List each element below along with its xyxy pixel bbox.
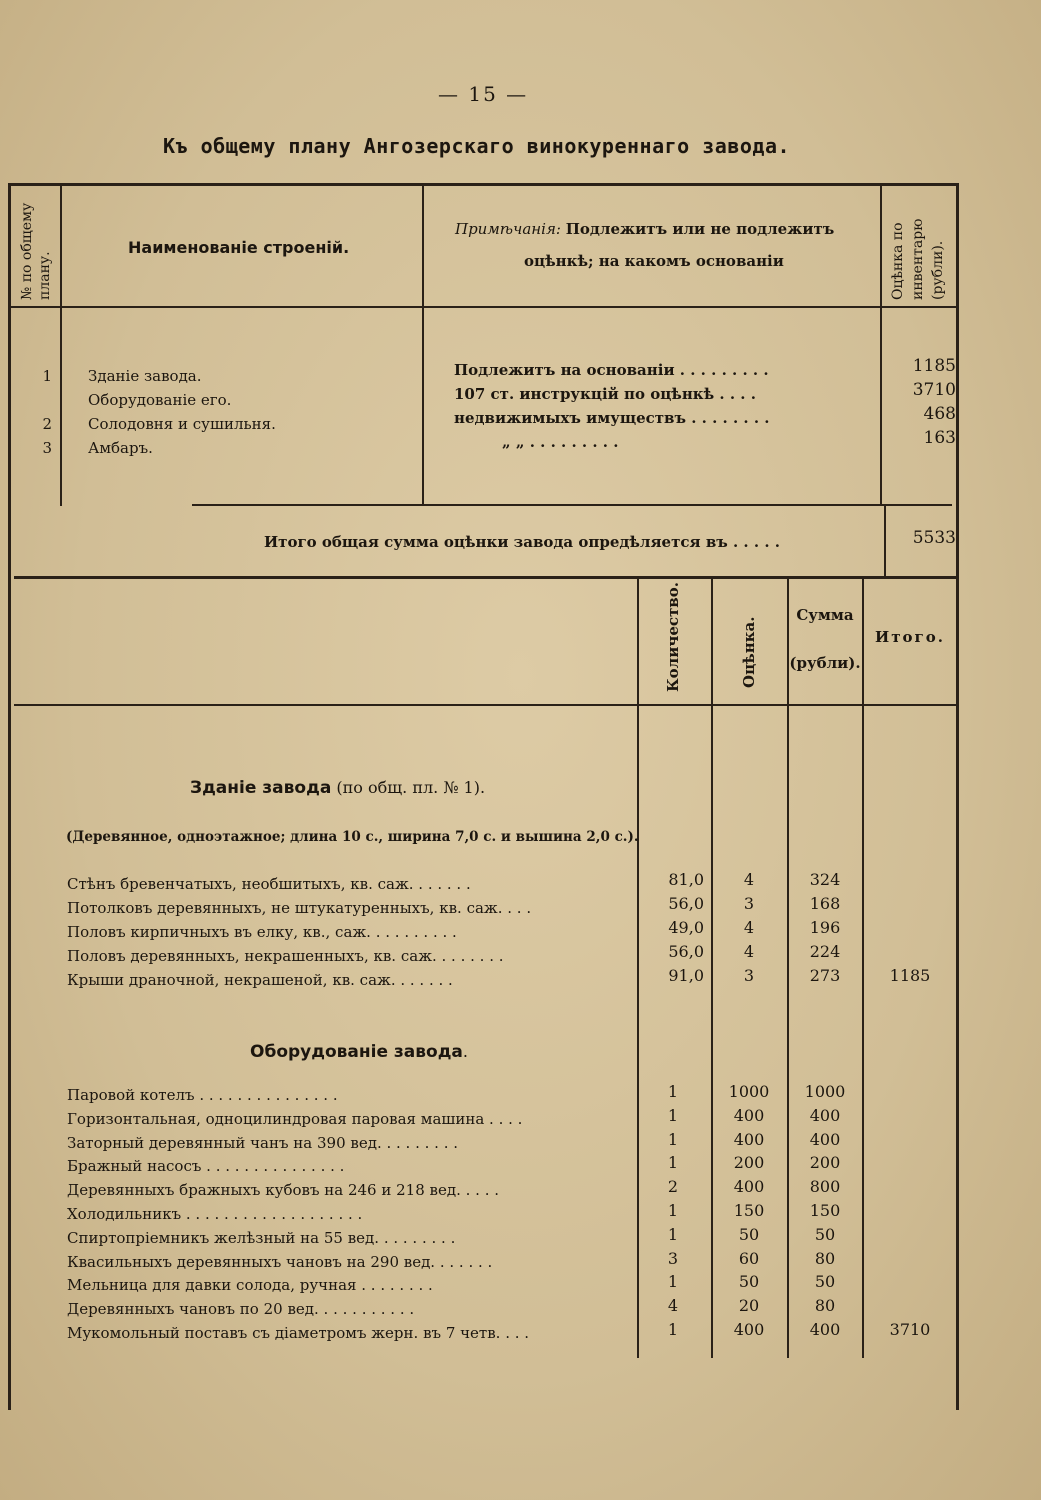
item-rate: 50	[738, 1224, 760, 1244]
item-qty: 2	[667, 1177, 679, 1197]
equipment-items-rate	[712, 1080, 786, 1342]
total-label: Итого общая сумма оцѣнки завода опредѣляется въ . . . . .	[264, 533, 780, 551]
header-inventory-value: Оцѣнка по инвентарю (рубли).	[890, 218, 946, 300]
item-name: Горизонтальная, одноцилиндровая паровая машина . . . .	[67, 1109, 523, 1128]
item-sum: 80	[814, 1248, 836, 1268]
item-sum: 50	[814, 1224, 836, 1244]
item-name: Деревянныхъ бражныхъ кубовъ на 246 и 218 вед. . . . .	[67, 1181, 500, 1200]
page-number: — 15 —	[438, 82, 529, 106]
item-rate: 1000	[728, 1082, 770, 1101]
item-sum: 324	[809, 870, 841, 889]
equipment-items-total	[864, 1080, 956, 1342]
plan-number: 1	[42, 367, 52, 385]
header-building-name: Наименованіе строеній.	[128, 238, 350, 257]
item-total	[864, 1223, 956, 1247]
header-rate: Оцѣнка.	[740, 616, 758, 688]
item-rate: 4	[743, 870, 755, 889]
item-name: Холодильникъ . . . . . . . . . . . . . . . . . . .	[67, 1204, 363, 1223]
item-sum: 80	[814, 1296, 836, 1316]
building-name: Солодовня и сушильня.	[88, 415, 276, 433]
section-equipment-title-suffix: .	[462, 1042, 468, 1061]
item-name: Спиртопріемникъ желѣзный на 55 вед. . . . . . . . .	[67, 1228, 456, 1247]
item-total	[864, 916, 956, 940]
building-items-total	[864, 868, 956, 988]
item-sum: 50	[814, 1272, 836, 1292]
item-total: 3710	[889, 1319, 931, 1339]
item-rate: 3	[743, 894, 755, 913]
item-sum: 400	[809, 1105, 841, 1125]
section-building-heading	[190, 778, 485, 798]
item-name: Стѣнъ бревенчатыхъ, необшитыхъ, кв. саж. . . . . . .	[67, 875, 471, 893]
note-text: Подлежитъ на основаніи . . . . . . . . .	[454, 361, 769, 379]
section-equipment-heading	[250, 1042, 468, 1062]
item-qty: 1	[667, 1129, 679, 1149]
item-sum: 1000	[804, 1082, 846, 1101]
item-name: Бражный насосъ . . . . . . . . . . . . . . .	[67, 1157, 345, 1176]
building-items-sum	[789, 868, 861, 988]
item-rate: 150	[733, 1200, 765, 1220]
item-rate: 400	[733, 1177, 765, 1197]
total-value: 5533	[912, 528, 956, 548]
plan-number: 3	[42, 439, 52, 457]
building-items-rate	[712, 868, 786, 988]
item-rate: 400	[733, 1129, 765, 1149]
header-plan-number: № по общему плану.	[19, 202, 53, 300]
item-name: Деревянныхъ чановъ по 20 вед. . . . . . . . . . .	[67, 1300, 415, 1319]
item-sum: 196	[809, 918, 841, 937]
item-qty: 1	[667, 1105, 679, 1125]
item-sum: 400	[809, 1319, 841, 1339]
header-sum-line1: Сумма	[796, 606, 854, 624]
item-total	[864, 1080, 956, 1104]
section-building-title-suffix: (по общ. пл. № 1).	[336, 778, 486, 797]
building-name: Амбаръ.	[88, 439, 153, 457]
item-sum: 224	[809, 942, 841, 961]
top-table-plan-numbers	[30, 364, 52, 460]
item-qty: 91,0	[668, 966, 704, 985]
item-qty: 1	[667, 1272, 679, 1292]
note-text: „ „ . . . . . . . . .	[502, 433, 619, 451]
item-total	[864, 1294, 956, 1318]
section-building-title: Зданіе завода	[190, 778, 332, 798]
item-total	[864, 1175, 956, 1199]
item-name: Паровой котелъ . . . . . . . . . . . . . . .	[67, 1086, 338, 1104]
item-name: Мукомольный поставъ съ діаметромъ жерн. въ 7 четв. . . .	[67, 1323, 530, 1342]
item-qty: 56,0	[668, 942, 704, 961]
inventory-value: 468	[923, 404, 956, 424]
building-items-qty	[640, 868, 704, 988]
header-notes-prefix: Примѣчанія:	[455, 220, 561, 238]
inventory-value: 163	[923, 428, 956, 448]
item-rate: 400	[733, 1105, 765, 1125]
building-items-names	[67, 872, 531, 992]
inventory-value: 3710	[912, 380, 956, 400]
item-name: Мельница для давки солода, ручная . . . . . . . .	[67, 1276, 433, 1295]
item-qty: 1	[667, 1224, 679, 1244]
item-name: Половъ деревянныхъ, некрашенныхъ, кв. саж. . . . . . . .	[67, 947, 504, 965]
item-qty: 3	[667, 1248, 679, 1268]
item-total	[864, 940, 956, 964]
item-qty: 4	[667, 1296, 679, 1316]
item-rate: 4	[743, 942, 755, 961]
item-total	[864, 1104, 956, 1128]
item-rate: 50	[738, 1272, 760, 1292]
header-notes-line2: оцѣнкѣ; на какомъ основаніи	[524, 252, 784, 270]
note-text: недвижимыхъ имуществъ . . . . . . . .	[454, 409, 770, 427]
item-total	[864, 868, 956, 892]
equipment-items-names	[67, 1084, 529, 1346]
item-total	[864, 1128, 956, 1152]
inventory-value: 1185	[912, 356, 956, 376]
item-sum: 273	[809, 966, 841, 985]
item-name: Квасильныхъ деревянныхъ чановъ на 290 вед. . . . . . .	[67, 1252, 493, 1271]
item-name: Половъ кирпичныхъ въ елку, кв., саж. . . . . . . . . .	[67, 923, 457, 941]
item-rate: 400	[733, 1319, 765, 1339]
item-sum: 200	[809, 1153, 841, 1173]
top-table-building-names	[88, 364, 276, 460]
item-rate: 4	[743, 918, 755, 937]
item-total	[864, 1199, 956, 1223]
item-qty: 56,0	[668, 894, 704, 913]
header-notes	[455, 220, 834, 238]
item-rate: 20	[738, 1296, 760, 1316]
item-rate: 3	[743, 966, 755, 985]
page-title: Къ общему плану Ангозерскаго винокуреннаго завода.	[163, 134, 791, 158]
building-name: Зданіе завода.	[88, 367, 202, 385]
item-total: 1185	[889, 966, 931, 985]
item-qty: 1	[667, 1153, 679, 1173]
item-total	[864, 892, 956, 916]
equipment-items-sum	[789, 1080, 861, 1342]
note-text: 107 ст. инструкцій по оцѣнкѣ . . . .	[454, 385, 756, 403]
building-name: Оборудованіе его.	[88, 391, 232, 409]
item-qty: 49,0	[668, 918, 704, 937]
header-sum-line2: (рубли).	[789, 654, 861, 672]
item-total	[864, 1270, 956, 1294]
item-total	[864, 1151, 956, 1175]
item-name: Заторный деревянный чанъ на 390 вед. . . . . . . . .	[67, 1133, 459, 1152]
plan-number	[30, 388, 52, 412]
item-name: Крыши драночной, некрашеной, кв. саж. . . . . . .	[67, 971, 453, 989]
item-rate: 200	[733, 1153, 765, 1173]
header-quantity: Количество.	[664, 582, 682, 692]
item-sum: 150	[809, 1200, 841, 1220]
item-rate: 60	[738, 1248, 760, 1268]
plan-number: 2	[42, 415, 52, 433]
item-qty: 1	[667, 1200, 679, 1220]
header-total: Итого.	[875, 628, 945, 646]
equipment-items-qty	[640, 1080, 706, 1342]
item-name: Потолковъ деревянныхъ, не штукатуренныхъ, кв. саж. . . .	[67, 899, 532, 917]
item-qty: 81,0	[668, 870, 704, 889]
section-equipment-title: Оборудованіе завода	[250, 1042, 463, 1062]
item-sum: 168	[809, 894, 841, 913]
item-sum: 400	[809, 1129, 841, 1149]
item-sum: 800	[809, 1177, 841, 1197]
top-table-values	[890, 354, 956, 450]
top-table-notes	[454, 358, 770, 454]
item-qty: 1	[667, 1319, 679, 1339]
header-notes-line1: Подлежитъ или не подлежитъ	[565, 220, 835, 238]
section-building-subheading: (Деревянное, одноэтажное; длина 10 с., ширина 7,0 с. и вышина 2,0 с.).	[66, 829, 639, 845]
item-total	[864, 1247, 956, 1271]
item-qty: 1	[667, 1082, 679, 1101]
